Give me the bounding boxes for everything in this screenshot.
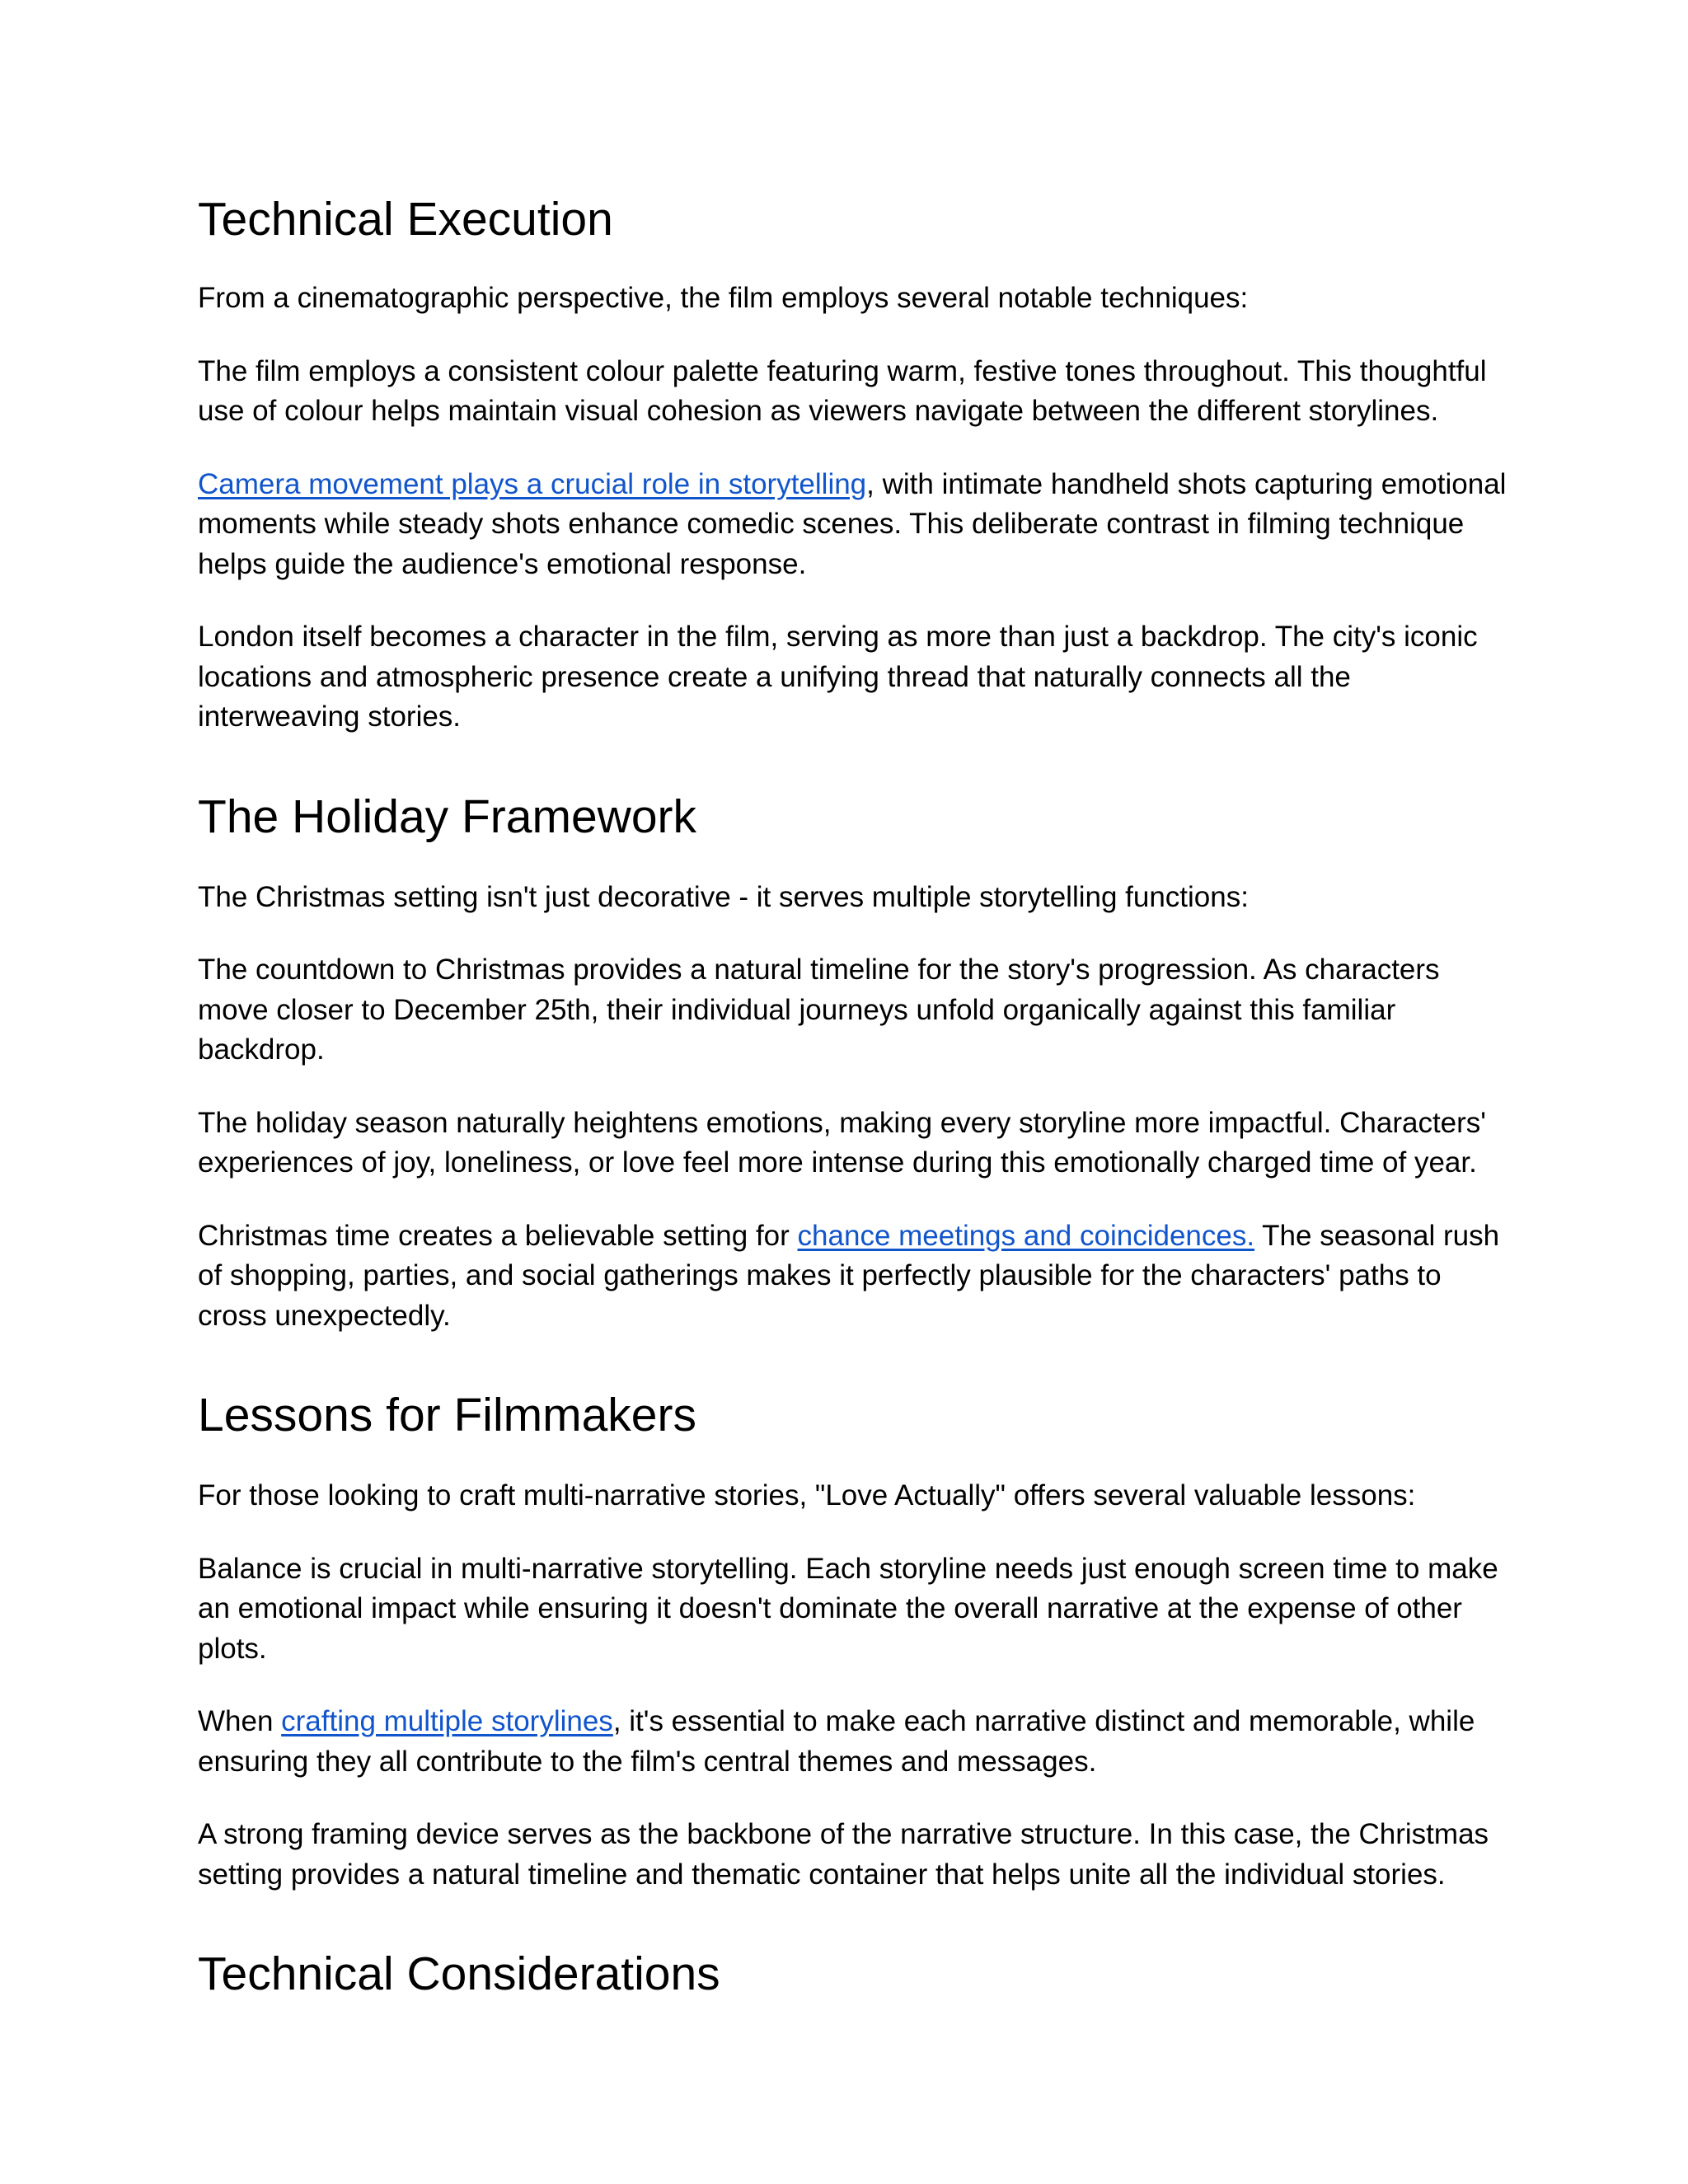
paragraph-holiday-season: The holiday season naturally heightens emotions, making every storyline more impactful. Characters' experiences of joy, loneliness, or love feel more intense during this emotionally charged time of year. bbox=[198, 1106, 1486, 1179]
paragraph-london: London itself becomes a character in the film, serving as more than just a backdrop. The city's iconic locations and atmospheric presence create a unifying thread that naturally connects all the interweaving stories. bbox=[198, 621, 1478, 733]
paragraph-countdown: The countdown to Christmas provides a natural timeline for the story's progression. As characters move closer to December 25th, their individual journeys unfold organically against this familiar backdrop. bbox=[198, 954, 1440, 1066]
paragraph-intro: For those looking to craft multi-narrative stories, "Love Actually" offers several valuable lessons: bbox=[198, 1479, 1416, 1511]
section-heading-technical-considerations: Technical Considerations bbox=[198, 1947, 720, 2000]
paragraph-text: , it's essential to make each narrative distinct and memorable, while ensuring they all contribute to the film's central themes and messages. bbox=[198, 1705, 1475, 1778]
section-heading-holiday-framework: The Holiday Framework bbox=[198, 790, 697, 843]
paragraph-camera-movement bbox=[198, 465, 1517, 585]
paragraph-text: , with intimate handheld shots capturing emotional moments while steady shots enhance comedic scenes. This deliberate contrast in filming technique helps guide the audience's emotional response. bbox=[198, 467, 1507, 580]
paragraph-colour-palette: The film employs a consistent colour palette featuring warm, festive tones throughout. This thoughtful use of colour helps maintain visual cohesion as viewers navigate between the different storylines. bbox=[198, 354, 1487, 427]
paragraph-balance: Balance is crucial in multi-narrative storytelling. Each storyline needs just enough screen time to make an emotional impact while ensuring it doesn't dominate the overall narrative at the expense of other plots. bbox=[198, 1552, 1498, 1665]
paragraph-intro: From a cinematographic perspective, the film employs several notable techniques: bbox=[198, 282, 1249, 314]
paragraph-text: The seasonal rush of shopping, parties, and social gatherings makes it perfectly plausible for the characters' paths to cross unexpectedly. bbox=[198, 1219, 1500, 1332]
link-camera-movement[interactable]: Camera movement plays a crucial role in storytelling bbox=[198, 467, 867, 500]
paragraph-text: Christmas time creates a believable setting for bbox=[198, 1219, 798, 1252]
paragraph-intro: The Christmas setting isn't just decorative - it serves multiple storytelling functions: bbox=[198, 880, 1249, 913]
paragraph-crafting-storylines bbox=[198, 1702, 1517, 1782]
paragraph-framing-device: A strong framing device serves as the backbone of the narrative structure. In this case, the Christmas setting provides a natural timeline and thematic container that helps unite all the individual stories. bbox=[198, 1818, 1489, 1891]
document-page bbox=[198, 191, 1517, 2002]
section-heading-technical-execution: Technical Execution bbox=[198, 193, 613, 246]
section-heading-lessons-for-filmmakers: Lessons for Filmmakers bbox=[198, 1389, 696, 1441]
link-chance-meetings[interactable]: chance meetings and coincidences. bbox=[797, 1219, 1255, 1252]
link-crafting-multiple-storylines[interactable]: crafting multiple storylines bbox=[281, 1705, 613, 1737]
paragraph-text: When bbox=[198, 1705, 282, 1737]
paragraph-chance-meetings bbox=[198, 1216, 1517, 1337]
